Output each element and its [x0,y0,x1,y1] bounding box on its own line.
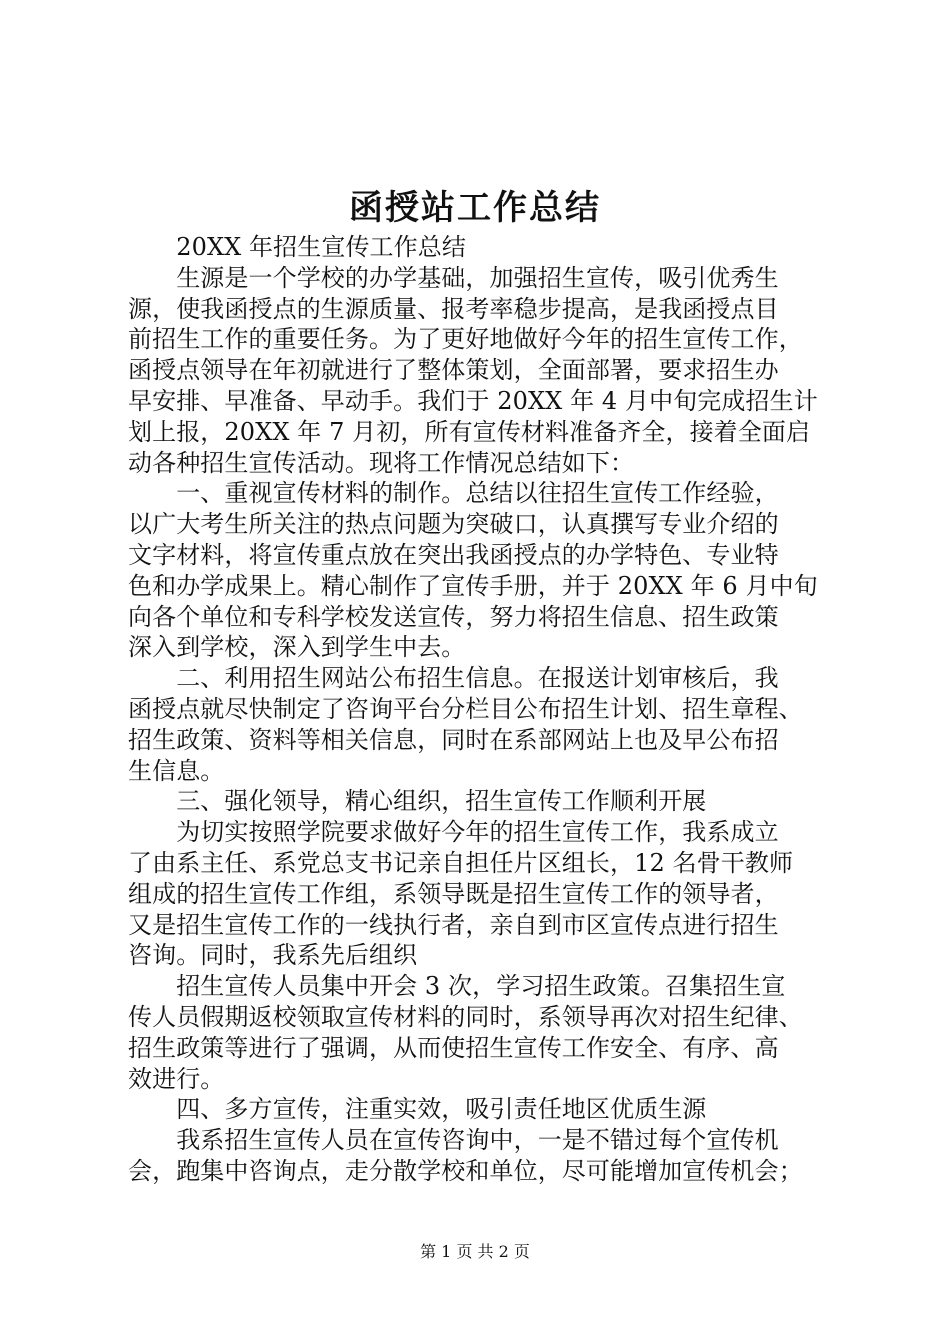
body-line: 函授点就尽快制定了咨询平台分栏目公布招生计划、招生章程、 [128,694,803,723]
body-line: 源，使我函授点的生源质量、报考率稳步提高，是我函授点目 [128,294,779,323]
page-footer: 第 1 页 共 2 页 [420,1242,530,1261]
body-line: 组成的招生宣传工作组，系领导既是招生宣传工作的领导者， [128,879,779,908]
body-line: 动各种招生宣传活动。现将工作情况总结如下： [128,448,635,477]
body-line: 咨询。同时，我系先后组织 [128,941,418,970]
body-line: 划上报，20XX 年 7 月初，所有宣传材料准备齐全，接着全面启 [128,417,811,446]
document-title: 函授站工作总结 [349,188,601,228]
body-line: 以广大考生所关注的热点问题为突破口，认真撰写专业介绍的 [128,510,779,539]
body-line: 会，跑集中咨询点，走分散学校和单位，尽可能增加宣传机会； [128,1156,803,1185]
body-line: 招生宣传人员集中开会 3 次，学习招生政策。召集招生宣 [128,972,786,1001]
body-line: 色和办学成果上。精心制作了宣传手册，并于 20XX 年 6 月中旬 [128,571,818,600]
body-line: 四、多方宣传，注重实效，吸引责任地区优质生源 [128,1095,707,1124]
body-line: 深入到学校，深入到学生中去。 [128,633,466,662]
body-line: 20XX 年招生宣传工作总结 [128,233,466,261]
body-line: 我系招生宣传人员在宣传咨询中，一是不错过每个宣传机 [128,1126,779,1155]
document-body [128,232,832,1187]
body-line: 招生政策等进行了强调，从而使招生宣传工作安全、有序、高 [128,1033,779,1062]
body-line: 招生政策、资料等相关信息，同时在系部网站上也及早公布招 [128,725,779,754]
body-line: 生信息。 [128,756,225,785]
body-line: 传人员假期返校领取宣传材料的同时，系领导再次对招生纪律、 [128,1002,803,1031]
body-line: 一、重视宣传材料的制作。总结以往招生宣传工作经验， [128,479,779,508]
body-line: 又是招生宣传工作的一线执行者，亲自到市区宣传点进行招生 [128,910,779,939]
body-line: 向各个单位和专科学校发送宣传，努力将招生信息、招生政策 [128,602,779,631]
body-line: 生源是一个学校的办学基础，加强招生宣传，吸引优秀生 [128,263,779,292]
body-line: 为切实按照学院要求做好今年的招生宣传工作，我系成立 [128,818,779,847]
body-line: 函授点领导在年初就进行了整体策划，全面部署，要求招生办 [128,356,779,385]
body-line: 了由系主任、系党总支书记亲自担任片区组长，12 名骨干教师 [128,848,794,877]
body-line: 早安排、早准备、早动手。我们于 20XX 年 4 月中旬完成招生计 [128,386,818,415]
body-line: 二、利用招生网站公布招生信息。在报送计划审核后，我 [128,664,779,693]
body-line: 文字材料，将宣传重点放在突出我函授点的办学特色、专业特 [128,540,779,569]
body-line: 效进行。 [128,1064,225,1093]
body-line: 前招生工作的重要任务。为了更好地做好今年的招生宣传工作， [128,325,803,354]
body-line: 三、强化领导，精心组织，招生宣传工作顺利开展 [128,787,707,816]
